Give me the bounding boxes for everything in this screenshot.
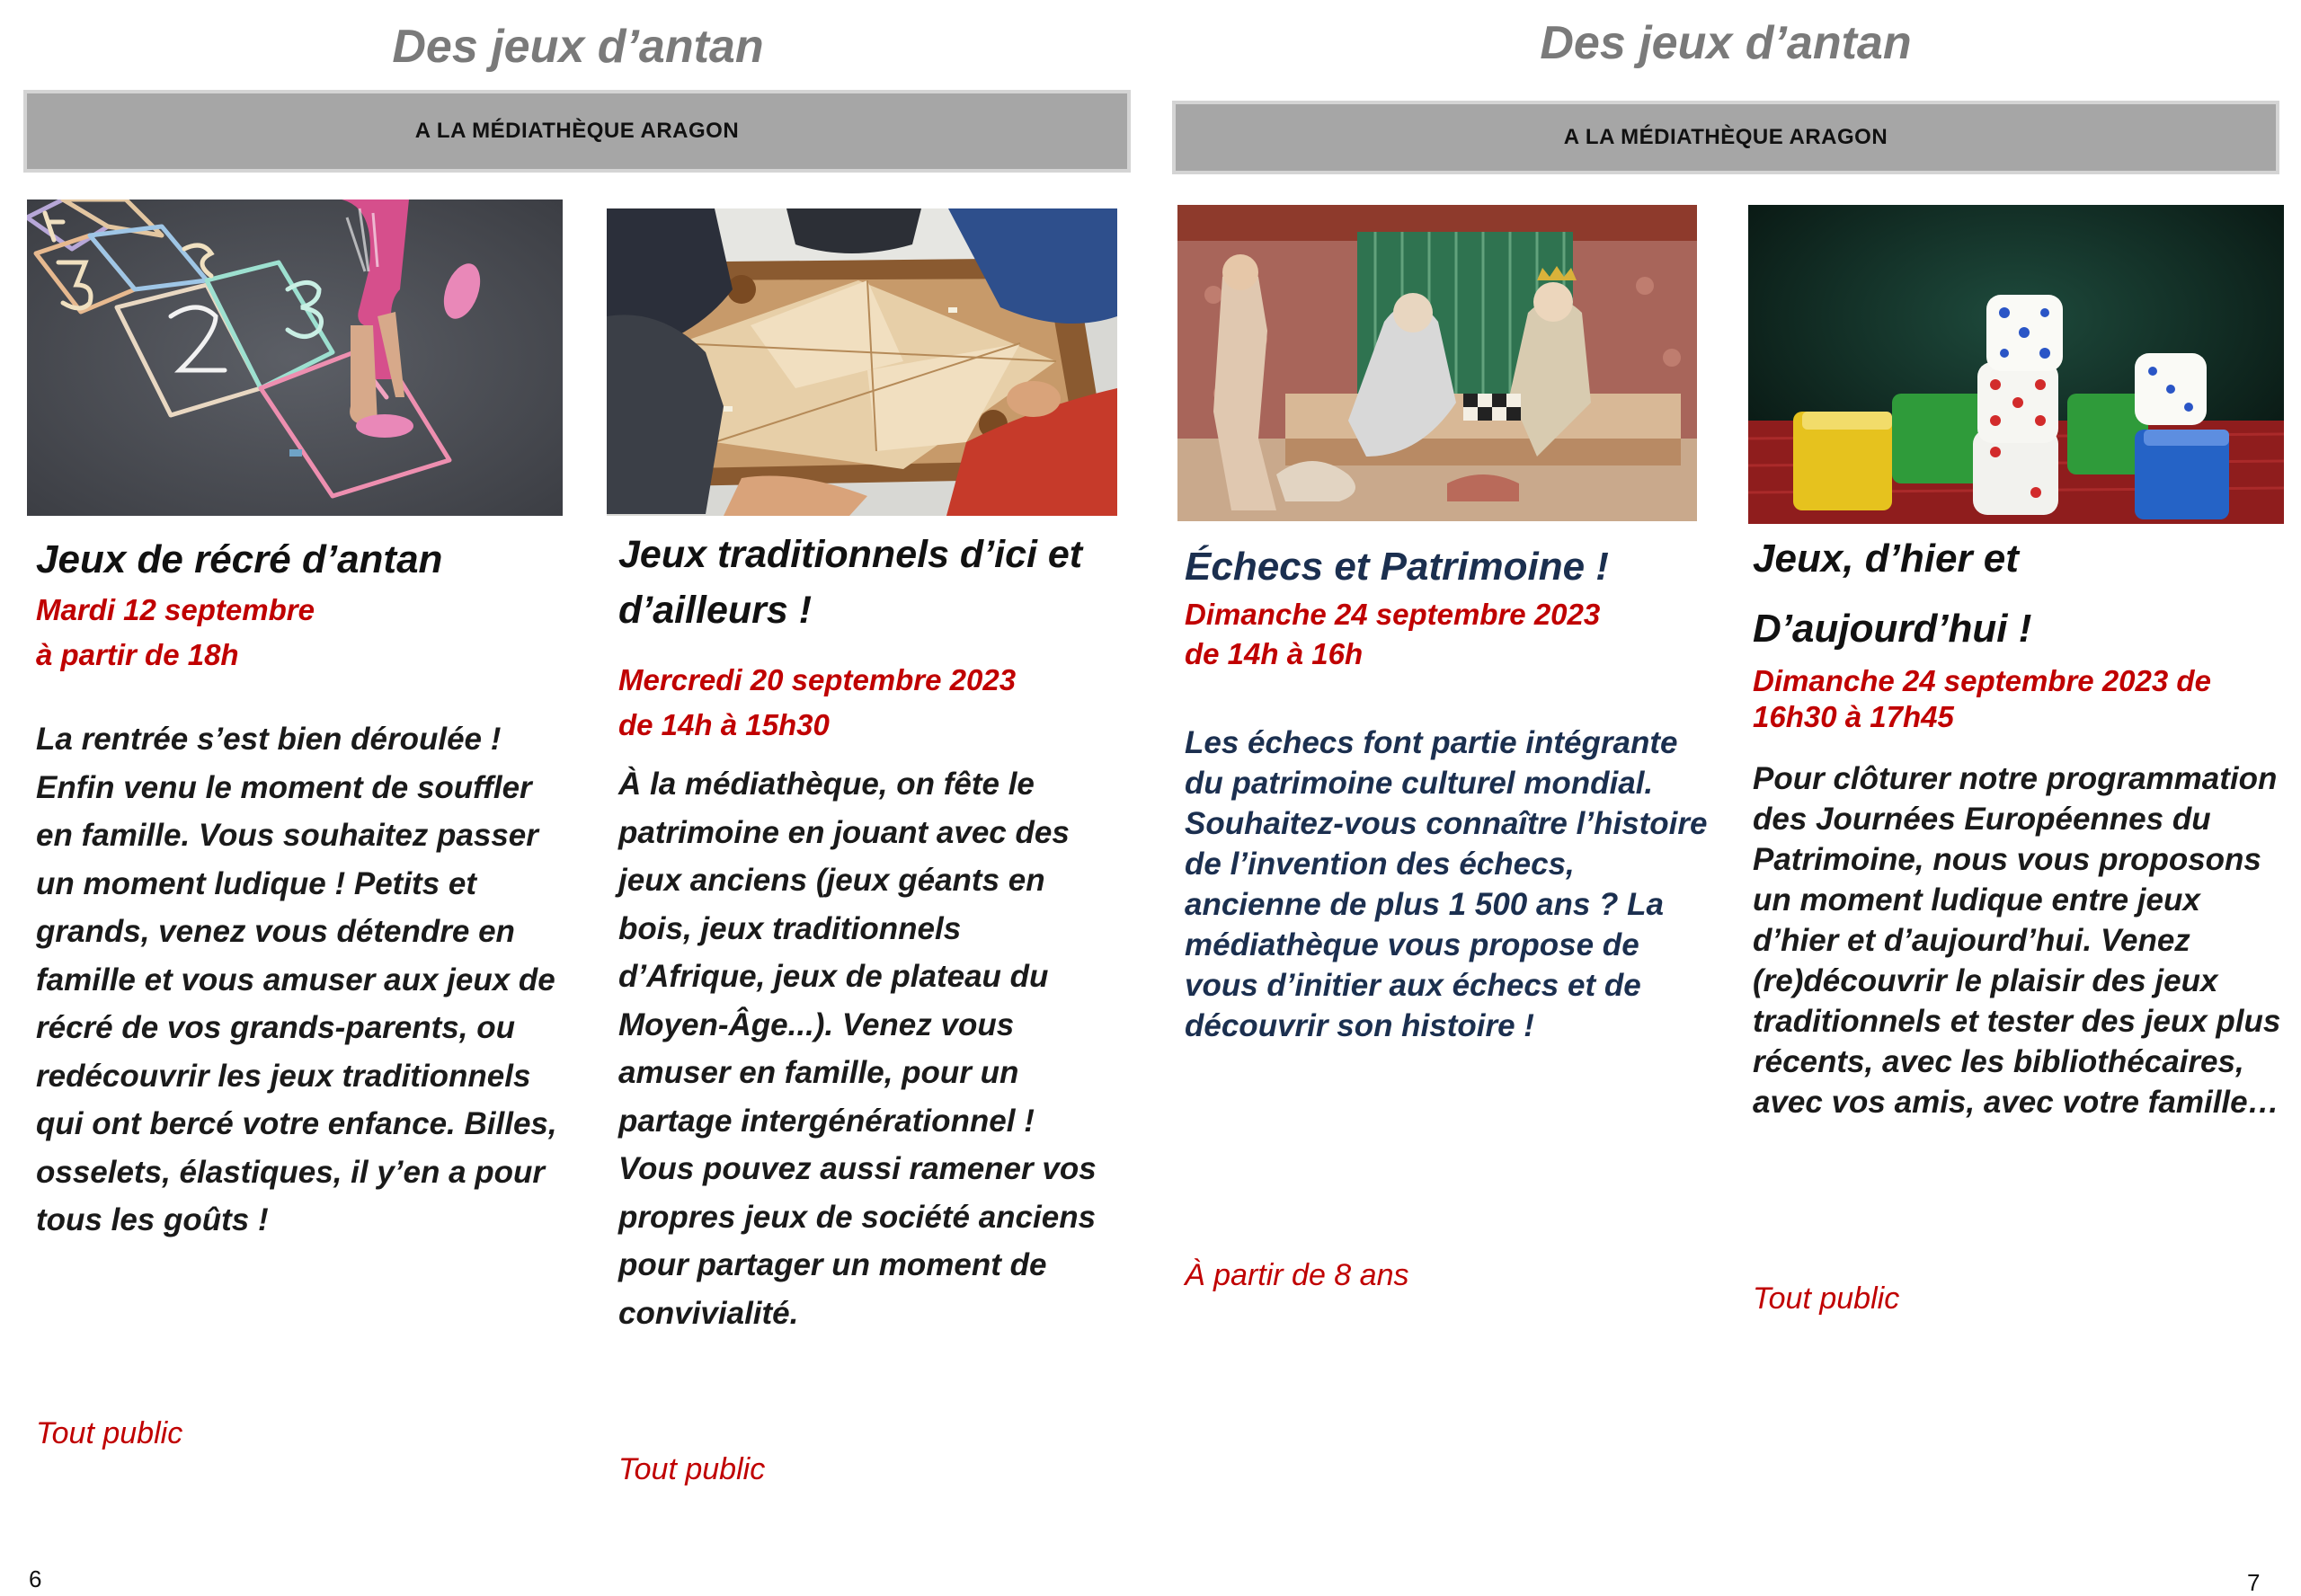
event-date-line1: Mercredi 20 septembre 2023 xyxy=(618,663,1017,696)
event-date-line2: à partir de 18h xyxy=(36,638,239,671)
event-echecs xyxy=(1185,539,1715,1046)
event-date-line2: de 14h à 15h30 xyxy=(618,708,830,741)
page-number-right: 7 xyxy=(2247,1569,2261,1596)
event-title-line2: D’aujourd’hui ! xyxy=(1753,607,2032,651)
event-audience: Tout public xyxy=(36,1416,183,1450)
event-title: Jeux traditionnels d’ici et d’ailleurs ! xyxy=(618,533,1083,632)
event-date-line1: Dimanche 24 septembre 2023 de xyxy=(1753,664,2211,697)
event-traditionnels xyxy=(618,527,1113,1337)
band-label-left: A LA MÉDIATHÈQUE ARAGON xyxy=(414,119,740,143)
header-band-right xyxy=(1172,101,2279,174)
event-description: Pour clôturer notre programmation des Journées Européennes du Patrimoine, nous vous proposons un moment ludique entre jeux d’hier et d’aujourd’hui. Venez (re)découvrir le plaisir des jeux traditionnels et tester des jeux plus récents, avec les bibliothécaires, avec vos amis, avec votre famille… xyxy=(1753,761,2281,1120)
page-title-right: Des jeux d’antan xyxy=(1540,17,1912,69)
event-title: Échecs et Patrimoine ! xyxy=(1185,545,1609,589)
event-date-line1: Dimanche 24 septembre 2023 xyxy=(1185,598,1601,631)
hopscotch-photo xyxy=(27,200,563,516)
event-description: Les échecs font partie intégrante du patrimoine culturel mondial. Souhaitez-vous connaître l’histoire de l’invention des échecs, ancienne de plus 1 500 ans ? La médiathèque vous propose de vous d’initier aux échecs et de découvrir son histoire ! xyxy=(1185,725,1708,1043)
event-audience: À partir de 8 ans xyxy=(1185,1258,1409,1292)
page-title-left: Des jeux d’antan xyxy=(392,21,764,73)
dice-photo xyxy=(1748,205,2284,524)
event-audience: Tout public xyxy=(1753,1281,1900,1316)
page-number-left: 6 xyxy=(29,1565,42,1592)
header-band-left xyxy=(23,90,1131,173)
event-title-line1: Jeux, d’hier et xyxy=(1753,536,2019,581)
event-description: À la médiathèque, on fête le patrimoine en jouant avec des jeux anciens (jeux géants en bois, jeux traditionnels d’Afrique, jeux de plateau du Moyen-Âge...). Venez vous amuser en famille, pour un partage intergénérationnel ! Vous pouvez aussi ramener vos propres jeux de société anciens pour partager un moment de convivialité. xyxy=(618,767,1097,1331)
event-date-line1: Mardi 12 septembre xyxy=(36,593,315,626)
medieval-chess-painting xyxy=(1177,205,1697,521)
event-recre xyxy=(36,532,566,1245)
band-label-right: A LA MÉDIATHÈQUE ARAGON xyxy=(1563,125,1888,149)
event-audience: Tout public xyxy=(618,1452,766,1486)
event-date-line2: de 14h à 16h xyxy=(1185,637,1364,670)
event-description: La rentrée s’est bien déroulée ! Enfin venu le moment de souffler en famille. Vous souhaitez passer un moment ludique ! Petits et grands, venez vous détendre en famille et vous amuser aux jeux de récré de vos grands-parents, ou redécouvrir les jeux traditionnels qui ont bercé votre enfance. Billes, osselets, élastiques, il y’en a pour tous les goûts ! xyxy=(36,722,557,1237)
event-title: Jeux de récré d’antan xyxy=(36,537,443,581)
event-jeux-hier-aujourdhui xyxy=(1753,530,2283,1122)
wooden-board-game-photo xyxy=(607,208,1117,516)
event-date-line2: 16h30 à 17h45 xyxy=(1753,700,1954,733)
